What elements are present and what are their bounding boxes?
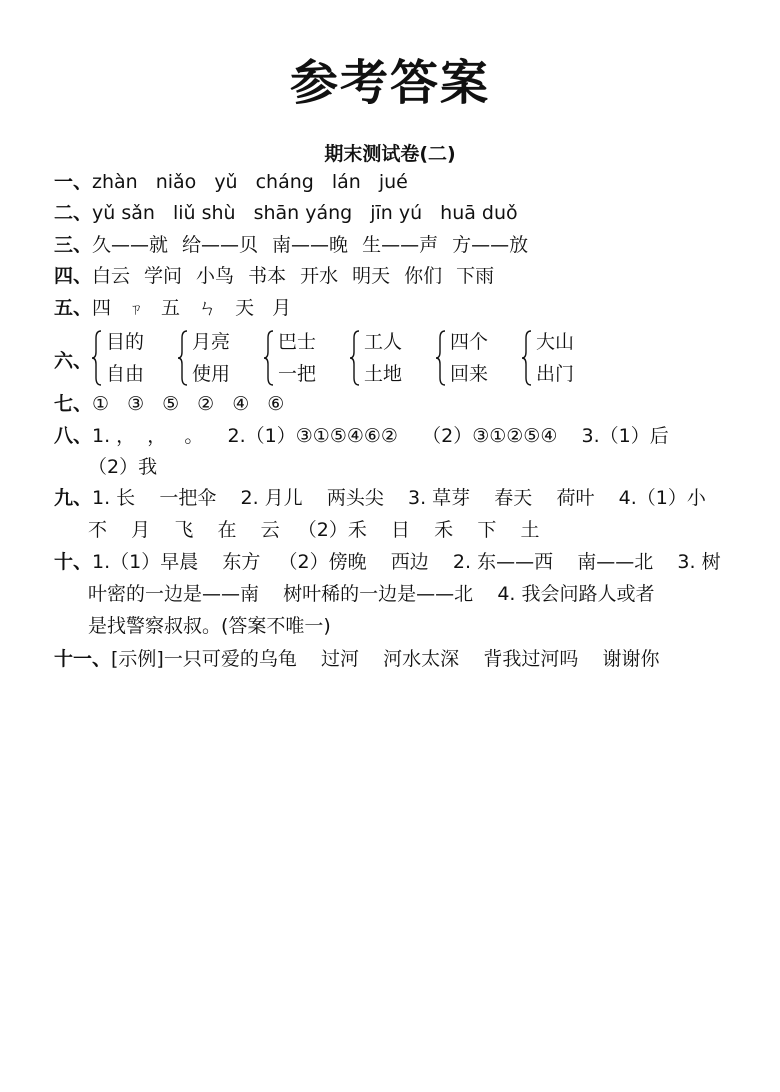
question-number: 三、 (54, 234, 93, 256)
answer-item: yǔ (214, 171, 238, 193)
answer-item: 四 (92, 297, 112, 319)
question-1-answer (54, 170, 426, 194)
answer-item: ⑥ (267, 393, 285, 415)
answer-item: 明天 (352, 265, 391, 287)
question-8-answer-cont: （2）我 (88, 456, 158, 478)
answer-item: jué (378, 171, 408, 193)
answer-item: lán (331, 171, 361, 193)
answer-item: huā duǒ (440, 202, 518, 224)
answer-item: yǔ sǎn (92, 202, 155, 224)
pair-top-word: 巴士 (278, 331, 317, 353)
question-number: 一、 (54, 171, 93, 193)
brace-icon (178, 330, 188, 386)
brace-icon (522, 330, 532, 386)
answer-text: 1. ， ， 。 2.（1）③①⑤④⑥② （2）③①②⑤④ 3.（1）后 (92, 425, 669, 447)
answer-item: ㄣ (198, 297, 218, 319)
answer-item: 白云 (92, 265, 131, 287)
answer-item: ④ (232, 393, 250, 415)
question-2-answer (54, 201, 536, 225)
pair-top-word: 四个 (450, 331, 489, 353)
answer-item: 小鸟 (196, 265, 235, 287)
question-11-answer (54, 647, 659, 671)
pair-top-word: 月亮 (192, 331, 231, 353)
answer-item: 天 (235, 297, 255, 319)
answer-item: 书本 (248, 265, 287, 287)
answer-item: 久——就 (92, 234, 169, 256)
brace-icon (350, 330, 360, 386)
question-number: 七、 (54, 393, 93, 415)
answer-item: 下雨 (456, 265, 495, 287)
answer-item: ② (197, 393, 215, 415)
question-number: 二、 (54, 202, 93, 224)
answer-text: 1.（1）早晨 东方 （2）傍晚 西边 2. 东——西 南——北 3. 树 (92, 551, 721, 573)
pair-bottom-word: 出门 (536, 363, 575, 385)
question-number: 九、 (54, 487, 93, 509)
answer-item: 五 (161, 297, 181, 319)
brace-icon (92, 330, 102, 386)
question-4-answer (54, 264, 508, 288)
brace-icon (264, 330, 274, 386)
question-number: 十、 (54, 551, 93, 573)
brace-icon (436, 330, 446, 386)
question-5-answer (54, 296, 309, 322)
exam-subtitle: 期末测试卷(二) (324, 143, 456, 165)
answer-item: 方——放 (452, 234, 529, 256)
question-8-answer (54, 424, 669, 448)
question-9-answer-cont: 不 月 飞 在 云 （2）禾 日 禾 下 土 (88, 519, 540, 541)
pair-bottom-word: 回来 (450, 363, 489, 385)
pair-top-word: 目的 (106, 331, 145, 353)
pair-top-word: 大山 (536, 331, 575, 353)
pair-bottom-word: 使用 (192, 363, 231, 385)
answer-item: 开水 (300, 265, 339, 287)
answer-item: shān yáng (253, 202, 353, 224)
answer-item: 学问 (144, 265, 183, 287)
question-number: 八、 (54, 425, 93, 447)
question-7-answer (54, 392, 302, 416)
pair-top-word: 工人 (364, 331, 403, 353)
question-10-answer-cont: 是找警察叔叔。(答案不唯一) (88, 615, 331, 637)
question-3-answer (54, 233, 542, 257)
question-10-answer (54, 550, 721, 574)
question-9-answer (54, 486, 706, 510)
answer-item: cháng (255, 171, 314, 193)
answer-text: 1. 长 一把伞 2. 月儿 两头尖 3. 草芽 春天 荷叶 4.（1）小 (92, 487, 706, 509)
answer-item: ⑤ (162, 393, 180, 415)
question-10-answer-cont: 叶密的一边是——南 树叶稀的一边是——北 4. 我会问路人或者 (88, 583, 655, 605)
pair-bottom-word: 土地 (364, 363, 403, 385)
page-title: 参考答案 (289, 55, 490, 111)
answer-item: 生——声 (362, 234, 439, 256)
pair-bottom-word: 自由 (106, 363, 145, 385)
answer-text: [示例]一只可爱的乌龟 过河 河水太深 背我过河吗 谢谢你 (111, 648, 660, 670)
answer-item: ① (92, 393, 110, 415)
answer-item: zhàn (92, 171, 138, 193)
answer-item: niǎo (155, 171, 197, 193)
answer-item: ㄗ (129, 302, 144, 318)
answer-item: 你们 (404, 265, 443, 287)
answer-item: 月 (272, 297, 292, 319)
question-number: 五、 (54, 297, 93, 319)
pair-bottom-word: 一把 (278, 363, 317, 385)
question-number: 十一、 (54, 648, 112, 670)
question-number: 四、 (54, 265, 93, 287)
answer-item: 南——晚 (272, 234, 349, 256)
answer-item: jīn yú (370, 202, 423, 224)
answer-item: liǔ shù (172, 202, 236, 224)
question-number: 六、 (54, 350, 93, 372)
answer-item: 给——贝 (182, 234, 259, 256)
answer-item: ③ (127, 393, 145, 415)
